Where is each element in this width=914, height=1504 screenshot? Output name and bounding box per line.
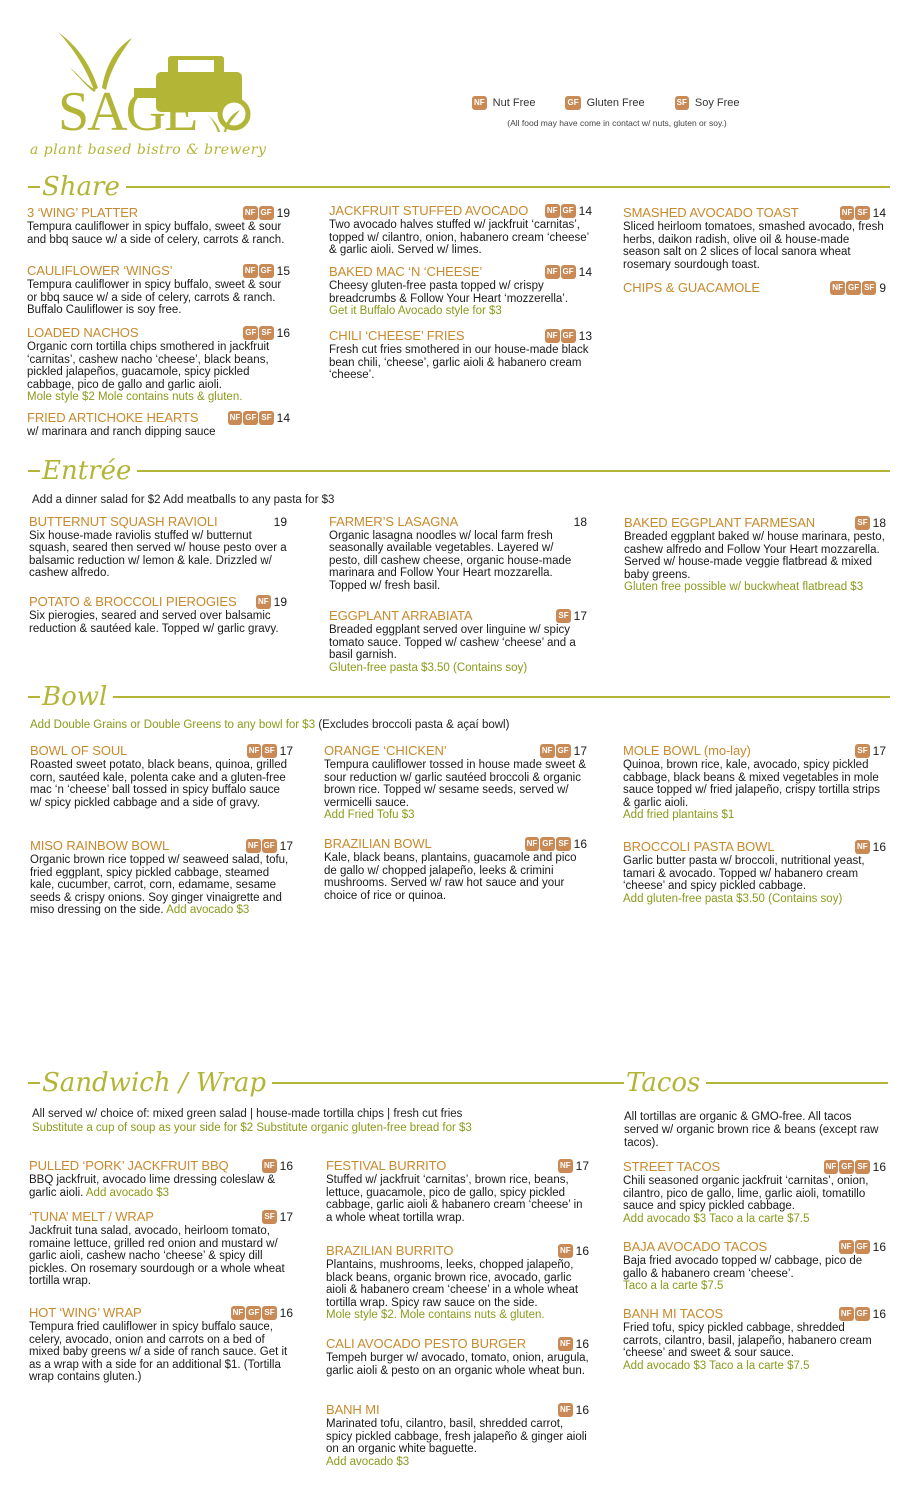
menu-item-extra: Gluten free possible w/ buckwheat flatbread $3: [624, 581, 864, 593]
allergen-note: (All food may have come in contact w/ nuts, gluten or soy.): [507, 118, 727, 128]
nf-badge-icon: NF: [558, 1337, 573, 1351]
gf-badge-icon: GF: [855, 1240, 870, 1254]
menu-item-description: Six pierogies, seared and served over balsamic reduction & sautéed kale. Topped w/ garlic gravy.: [29, 610, 279, 635]
section-title: Share: [42, 172, 120, 202]
menu-item-extra: Taco a la carte $7.5: [623, 1280, 724, 1292]
gf-badge-icon: GF: [855, 1307, 870, 1321]
menu-item-name: BRAZILIAN BOWL: [324, 835, 432, 851]
menu-item-price: 18: [872, 515, 886, 530]
section-header-bowl: [28, 682, 890, 712]
menu-item-name: BANH MI: [326, 1401, 380, 1417]
menu-item-description: Roasted sweet potato, black beans, quinoa, grilled corn, sautéed kale, polenta cake and a gluten-free mac ‘n ‘cheese’ ball tossed in spicy buffalo sauce w/ spicy pickled cabbage and a side of gravy.: [30, 759, 287, 809]
section-title: Tacos: [626, 1068, 701, 1098]
nf-badge-icon: NF: [558, 1403, 573, 1417]
menu-item-price: 16: [573, 836, 587, 851]
section-header-sandwich: [28, 1068, 624, 1098]
nf-badge-icon: NF: [256, 595, 271, 609]
nf-badge-icon: NF: [243, 206, 258, 220]
menu-item-name: EGGPLANT ARRABIATA: [329, 607, 473, 623]
menu-item-description: Garlic butter pasta w/ broccoli, nutritional yeast, tamari & avocado. Topped w/ habanero cream ‘cheese’ and spicy pickled cabbage.: [623, 855, 865, 892]
nf-badge-icon: NF: [824, 1160, 839, 1174]
gf-badge-icon: GF: [561, 329, 576, 343]
nf-badge-icon: NF: [228, 411, 243, 425]
nf-badge-icon: NF: [839, 1307, 854, 1321]
menu-item-name: 3 ‘WING’ PLATTER: [27, 204, 139, 220]
menu-item-price: 16: [872, 839, 886, 854]
divider: [272, 1082, 624, 1084]
nf-badge-icon: NF: [243, 264, 258, 278]
gf-badge-icon: GF: [839, 1160, 854, 1174]
sf-badge-icon: SF: [855, 744, 869, 758]
gf-badge-icon: GF: [561, 265, 576, 279]
menu-item: [623, 1240, 886, 1293]
menu-item-name: ‘TUNA’ MELT / WRAP: [29, 1208, 154, 1224]
menu-item: [623, 840, 886, 905]
menu-item-price: 16: [575, 1243, 589, 1258]
menu-item-price: 17: [575, 1158, 589, 1173]
menu-item: [30, 839, 293, 917]
menu-item-name: JACKFRUIT STUFFED AVOCADO: [329, 202, 529, 218]
menu-item: [329, 265, 592, 318]
menu-item-description: Sliced heirloom tomatoes, smashed avocado, fresh herbs, daikon radish, olive oil & house-made season salt on 2 slices of local sanora wheat rosemary sourdough toast.: [623, 221, 884, 271]
dietary-legend: [472, 96, 762, 128]
menu-item-description: Fresh cut fries smothered in our house-made black bean chili, ‘cheese’, garlic aioli & habanero cream ‘cheese’.: [329, 344, 589, 381]
menu-item-name: MISO RAINBOW BOWL: [30, 837, 170, 853]
nf-badge-icon: NF: [839, 1240, 854, 1254]
sandwich-note: All served w/ choice of: mixed green salad | house-made tortilla chips | fresh cut fries: [32, 1108, 463, 1120]
bowl-note: [30, 719, 509, 731]
legend-label: Soy Free: [694, 97, 740, 109]
nf-badge-icon: NF: [231, 1306, 246, 1320]
sf-badge-icon: SF: [855, 1160, 869, 1174]
brand-name: SAGE: [58, 81, 197, 143]
menu-item-price: 17: [279, 743, 293, 758]
soy-free-badge-icon: SF: [675, 96, 689, 110]
sf-badge-icon: SF: [556, 837, 570, 851]
menu-item: [29, 1210, 293, 1288]
menu-item-description: Organic corn tortilla chips smothered in jackfruit ‘carnitas’, cashew nacho ‘cheese’, black beans, pickled jalapeños, guacamole, spicy pickled cabbage, pico de gallo and garlic aioli.: [27, 341, 270, 391]
menu-item-name: MOLE BOWL (mo-lay): [623, 742, 751, 758]
menu-item: [623, 206, 886, 271]
menu-item-price: 16: [872, 1306, 886, 1321]
bowl-note-paren: (Excludes broccoli pasta & açaí bowl): [318, 719, 510, 731]
menu-item-description: Tempura fried cauliflower in spicy buffalo sauce, celery, avocado, onion and carrots on a bed of mixed baby greens w/ a side of ranch sauce. Get it as a wrap with a side for an additional $1. (Tortilla wrap contains gluten.): [29, 1321, 288, 1383]
menu-item-price: 19: [276, 205, 290, 220]
legend-item-gluten-free: [565, 96, 644, 110]
gf-badge-icon: GF: [262, 839, 277, 853]
menu-item-name: SMASHED AVOCADO TOAST: [623, 204, 799, 220]
menu-item: [29, 516, 287, 580]
nf-badge-icon: NF: [247, 744, 262, 758]
menu-item-price: 17: [872, 743, 886, 758]
nf-badge-icon: NF: [558, 1159, 573, 1173]
menu-item-name: BAKED EGGPLANT FARMESAN: [624, 514, 816, 530]
menu-item-name: BANH MI TACOS: [623, 1305, 724, 1321]
menu-item-description: Breaded eggplant baked w/ house marinara, pesto, cashew alfredo and Follow Your Heart mozzarella. Served w/ house-made veggie flatbread & mixed baby greens.: [624, 531, 885, 581]
menu-item-price: 16: [279, 1305, 293, 1320]
menu-item: [30, 744, 293, 809]
menu-item: [329, 516, 587, 592]
menu-item-price: 16: [872, 1159, 886, 1174]
menu-item-extra: Add gluten-free pasta $3.50 (Contains soy): [623, 892, 843, 905]
menu-item: [623, 1160, 886, 1225]
sf-badge-icon: SF: [262, 1306, 276, 1320]
legend-label: Nut Free: [492, 97, 536, 109]
sf-badge-icon: SF: [556, 609, 570, 623]
nf-badge-icon: NF: [545, 265, 560, 279]
menu-item-name: FRIED ARTICHOKE HEARTS: [27, 409, 199, 425]
menu-item-name: STREET TACOS: [623, 1158, 721, 1174]
menu-item-description: Two avocado halves stuffed w/ jackfruit ‘carnitas’, topped w/ cilantro, onion, habanero cream ‘cheese’ & garlic aioli. Served w/ limes.: [329, 219, 589, 256]
sf-badge-icon: SF: [259, 326, 273, 340]
menu-item: [624, 516, 886, 594]
divider: [137, 470, 890, 472]
nut-free-badge-icon: NF: [472, 96, 487, 110]
menu-item-description: Tempeh burger w/ avocado, tomato, onion, arugula, garlic aioli & pesto on an organic whole wheat bun.: [326, 1352, 589, 1377]
menu-item: [329, 609, 587, 674]
menu-item-description: w/ marinara and ranch dipping sauce: [27, 426, 216, 438]
menu-item-name: CHIPS & GUACAMOLE: [623, 279, 760, 295]
sf-badge-icon: SF: [262, 744, 276, 758]
menu-item-extra: Add avocado $3: [166, 904, 250, 916]
menu-item: [329, 329, 592, 382]
menu-item: [326, 1159, 589, 1224]
menu-item-price: 17: [279, 838, 293, 853]
sf-badge-icon: SF: [262, 1210, 276, 1224]
gf-badge-icon: GF: [561, 204, 576, 218]
nf-badge-icon: NF: [840, 206, 855, 220]
menu-item-extra: Mole style $2 Mole contains nuts & gluten.: [27, 391, 243, 403]
menu-item-description: BBQ jackfruit, avocado lime dressing coleslaw & garlic aioli.: [29, 1174, 276, 1199]
brand-logo: [28, 28, 268, 168]
menu-item-price: 17: [573, 743, 587, 758]
menu-item-price: 14: [276, 410, 290, 425]
menu-item: [27, 264, 290, 317]
menu-item-price: 19: [273, 515, 287, 529]
menu-item-extra: Add Fried Tofu $3: [324, 809, 415, 821]
menu-item-description: Plantains, mushrooms, leeks, chopped jalapeño, black beans, organic brown rice, avocado, garlic aioli & habanero cream ‘cheese’ in a whole wheat tortilla wrap. Spicy raw sauce on the side.: [326, 1259, 579, 1309]
divider: [126, 186, 890, 188]
menu-item-extra: Add avocado $3 Taco a la carte $7.5: [623, 1212, 810, 1225]
sf-badge-icon: SF: [259, 411, 273, 425]
bowl-note-main: Add Double Grains or Double Greens to any bowl for $3: [30, 719, 319, 731]
nf-badge-icon: NF: [525, 837, 540, 851]
section-title: Bowl: [42, 682, 108, 712]
menu-item-price: 17: [279, 1209, 293, 1224]
nf-badge-icon: NF: [246, 839, 261, 853]
menu-item-price: 16: [279, 1158, 293, 1173]
section-header-tacos: [626, 1068, 888, 1098]
menu-item-price: 16: [276, 325, 290, 340]
section-title: Entrée: [42, 456, 132, 486]
menu-item-description: Baja fried avocado topped w/ cabbage, pico de gallo & habanero cream ‘cheese’.: [623, 1255, 863, 1280]
menu-item-price: 14: [578, 264, 592, 279]
divider: [706, 1082, 888, 1084]
menu-item-description: Six house-made raviolis stuffed w/ butternut squash, seared then served w/ house pesto over a balsamic reduction w/ lemon & kale. Drizzled w/ cashew alfredo.: [29, 529, 287, 579]
menu-item-description: Fried tofu, spicy pickled cabbage, shredded carrots, cilantro, basil, jalapeño, habanero cream ‘cheese’ and sweet & sour sauce.: [623, 1322, 872, 1359]
menu-item-price: 14: [578, 203, 592, 218]
menu-item-name: BAKED MAC ‘N ‘CHEESE’: [329, 263, 483, 279]
menu-item-name: BRAZILIAN BURRITO: [326, 1242, 454, 1258]
menu-item: [329, 204, 592, 257]
menu-item-price: 14: [872, 205, 886, 220]
menu-item-description: Tempura cauliflower in spicy buffalo, sweet & sour or bbq sauce w/ a side of celery, carrots & ranch. Buffalo Cauliflower is soy free.: [27, 279, 282, 316]
menu-item-price: 16: [872, 1239, 886, 1254]
sf-badge-icon: SF: [862, 281, 876, 295]
menu-item-name: FESTIVAL BURRITO: [326, 1157, 447, 1173]
menu-item: [623, 1307, 886, 1372]
gluten-free-badge-icon: GF: [565, 96, 580, 110]
menu-item-extra: Add avocado $3 Taco a la carte $7.5: [623, 1359, 810, 1372]
menu-item-name: HOT ‘WING’ WRAP: [29, 1304, 142, 1320]
gf-badge-icon: GF: [243, 326, 258, 340]
menu-item: [623, 744, 886, 822]
menu-item-description: Tempura cauliflower in spicy buffalo, sweet & sour and bbq sauce w/ a side of celery, carrots & ranch.: [27, 221, 285, 246]
menu-item-description: Quinoa, brown rice, kale, avocado, spicy pickled cabbage, black beans & mixed vegetables in mole sauce topped w/ fried jalapeño, crispy tortilla strips & garlic aioli.: [623, 759, 880, 809]
brand-tagline: a plant based bistro & brewery: [30, 142, 267, 158]
menu-item-extra: Mole style $2. Mole contains nuts & gluten.: [326, 1309, 545, 1321]
menu-item-price: 16: [575, 1402, 589, 1417]
menu-item-name: BROCCOLI PASTA BOWL: [623, 838, 775, 854]
menu-item-name: LOADED NACHOS: [27, 324, 139, 340]
menu-item-name: CALI AVOCADO PESTO BURGER: [326, 1335, 527, 1351]
menu-item-description: Breaded eggplant served over linguine w/ spicy tomato sauce. Topped w/ cashew ‘cheese’ and a basil garnish.: [329, 624, 576, 661]
menu-item: [326, 1337, 589, 1377]
gf-badge-icon: GF: [243, 411, 258, 425]
menu-item-name: BAJA AVOCADO TACOS: [623, 1238, 768, 1254]
nf-badge-icon: NF: [545, 329, 560, 343]
menu-item: [623, 281, 886, 296]
menu-item: [27, 411, 290, 439]
menu-item-description: Kale, black beans, plantains, guacamole and pico de gallo w/ chopped jalapeño, leeks & crimini mushrooms. Served w/ raw hot sauce and your choice of rice or quinoa.: [324, 852, 577, 902]
menu-item-extra: Get it Buffalo Avocado style for $3: [329, 305, 502, 317]
menu-item-description: Organic brown rice topped w/ seaweed salad, tofu, fried eggplant, spicy pickled cabbage, steamed kale, cucumber, carrot, corn, edamame, sesame seeds & crispy onions. Soy ginger vinaigrette and miso dressing on the side.: [30, 854, 289, 916]
sandwich-subnote: Substitute a cup of soup as your side for $2 Substitute organic gluten-free bread for $3: [32, 1122, 472, 1134]
divider: [113, 696, 890, 698]
sf-badge-icon: SF: [855, 516, 869, 530]
section-header-share: [28, 172, 890, 202]
menu-item-description: Tempura cauliflower tossed in house made sweet & sour reduction w/ garlic sautéed broccoli & organic brown rice. Topped w/ sesame seeds, served w/ vermicelli sauce.: [324, 759, 587, 809]
menu-item-name: CHILI ‘CHEESE’ FRIES: [329, 327, 465, 343]
menu-item-price: 13: [578, 328, 592, 343]
menu-item: [29, 1159, 293, 1199]
menu-item: [326, 1244, 589, 1322]
gf-badge-icon: GF: [846, 281, 861, 295]
menu-item-price: 18: [573, 515, 587, 529]
menu-item-name: FARMER’S LASAGNA: [329, 514, 459, 529]
menu-item-price: 15: [276, 263, 290, 278]
nf-badge-icon: NF: [540, 744, 555, 758]
menu-item-extra: Gluten-free pasta $3.50 (Contains soy): [329, 661, 528, 674]
menu-item-price: 19: [273, 594, 287, 609]
menu-item-description: Organic lasagna noodles w/ local farm fresh seasonally available vegetables. Layered w/ pesto, dill cashew cheese, organic house-made marinara and Follow Your Heart mozzarella. Topped w/ fresh basil.: [329, 529, 572, 592]
legend-label: Gluten Free: [586, 97, 645, 109]
menu-item: [326, 1403, 589, 1468]
menu-item-name: POTATO & BROCCOLI PIEROGIES: [29, 593, 237, 609]
menu-item-description: Chili seasoned organic jackfruit ‘carnitas’, onion, cilantro, pico de gallo, lime, garlic aioli, tomatillo sauce and spicy pickled cabbage.: [623, 1175, 869, 1212]
sf-badge-icon: SF: [855, 206, 869, 220]
menu-item-description: Marinated tofu, cilantro, basil, shredded carrot, spicy pickled cabbage, fresh jalapeño & ginger aioli on an organic white baguette.: [326, 1418, 587, 1455]
menu-item: [29, 1306, 293, 1384]
menu-item-description: Stuffed w/ jackfruit ‘carnitas’, brown rice, beans, lettuce, guacamole, pico de gallo, spicy pickled cabbage, garlic aioli & habanero cream ‘cheese’ in a whole wheat tortilla wrap.: [326, 1174, 583, 1224]
menu-item-description: Jackfruit tuna salad, avocado, heirloom tomato, romaine lettuce, grilled red onion and mustard w/ garlic aioli, cashew nacho ‘cheese’ & spicy dill pickles. On rosemary sourdough or a whole wheat tortilla wrap.: [29, 1225, 285, 1287]
menu-item: [27, 206, 290, 246]
menu-item-extra: Add avocado $3: [85, 1186, 170, 1199]
menu-item-price: 17: [573, 608, 587, 623]
section-header-entree: [28, 456, 890, 486]
menu-item-extra: Add avocado $3: [326, 1455, 410, 1468]
gf-badge-icon: GF: [540, 837, 555, 851]
legend-item-nut-free: [472, 96, 535, 110]
menu-item-name: ORANGE ‘CHICKEN’: [324, 742, 447, 758]
legend-item-soy-free: [675, 96, 740, 110]
menu-item: [29, 595, 287, 635]
gf-badge-icon: GF: [259, 264, 274, 278]
tacos-note: All tortillas are organic & GMO-free. All tacos served w/ organic brown rice & beans (except raw tacos).: [624, 1111, 879, 1149]
gf-badge-icon: GF: [556, 744, 571, 758]
menu-item-description: Cheesy gluten-free pasta topped w/ crispy breadcrumbs & Follow Your Heart ‘mozzerella’.: [329, 280, 569, 305]
menu-item-name: CAULIFLOWER ‘WINGS’: [27, 262, 173, 278]
nf-badge-icon: NF: [855, 840, 870, 854]
gf-badge-icon: GF: [246, 1306, 261, 1320]
menu-item: [324, 744, 587, 822]
menu-item-name: BUTTERNUT SQUASH RAVIOLI: [29, 514, 218, 529]
entree-note: Add a dinner salad for $2 Add meatballs to any pasta for $3: [32, 494, 335, 506]
nf-badge-icon: NF: [262, 1159, 277, 1173]
menu-item: [27, 326, 290, 404]
menu-item-price: 16: [575, 1336, 589, 1351]
menu-item-name: BOWL OF SOUL: [30, 742, 128, 758]
section-title: Sandwich / Wrap: [42, 1068, 266, 1098]
nf-badge-icon: NF: [545, 204, 560, 218]
menu-item-price: 9: [879, 280, 886, 295]
nf-badge-icon: NF: [558, 1244, 573, 1258]
menu-item: [324, 837, 587, 902]
menu-item-extra: Add fried plantains $1: [623, 809, 735, 821]
gf-badge-icon: GF: [259, 206, 274, 220]
menu-item-name: PULLED ‘PORK’ JACKFRUIT BBQ: [29, 1157, 229, 1173]
nf-badge-icon: NF: [830, 281, 845, 295]
